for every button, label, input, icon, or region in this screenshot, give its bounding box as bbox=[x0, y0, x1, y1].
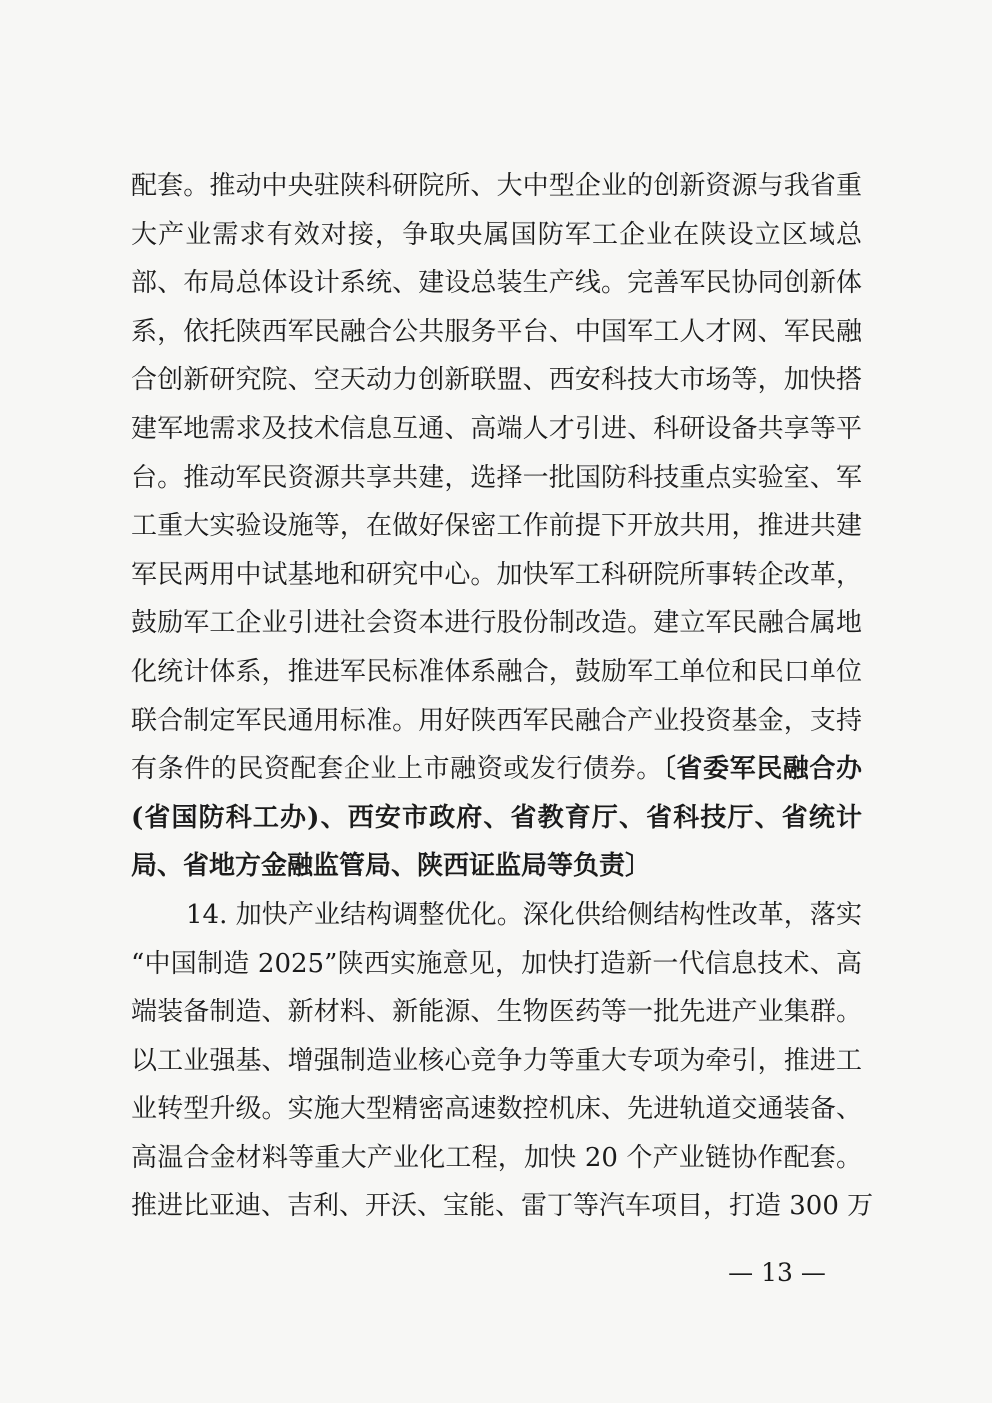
page-number: — 13 — bbox=[728, 1258, 826, 1287]
text-fragment: 有条件的民资配套企业上市融资或发行债券。 bbox=[131, 754, 663, 785]
text-line: 系，依托陕西军民融合公共服务平台、中国军工人才网、军民融 bbox=[131, 316, 862, 347]
body-text bbox=[131, 162, 874, 1231]
text-line: 化统计体系，推进军民标准体系融合，鼓励军工单位和民口单位 bbox=[131, 656, 862, 687]
text-line: 军民两用中试基地和研究中心。加快军工科研院所事转企改革， bbox=[131, 559, 862, 590]
section-heading-line: 14. 加快产业结构调整优化。深化供给侧结构性改革，落实 bbox=[186, 899, 862, 930]
text-line-mixed bbox=[131, 745, 862, 794]
text-line: 业转型升级。实施大型精密高速数控机床、先进轨道交通装备、 bbox=[131, 1094, 862, 1125]
text-line: 鼓励军工企业引进社会资本进行股份制改造。建立军民融合属地 bbox=[131, 608, 862, 639]
text-line: 端装备制造、新材料、新能源、生物医药等一批先进产业集群。 bbox=[131, 997, 862, 1028]
text-line: 配套。推动中央驻陕科研院所、大中型企业的创新资源与我省重 bbox=[131, 171, 862, 201]
text-line: 推进比亚迪、吉利、开沃、宝能、雷丁等汽车项目，打造 300 万 bbox=[131, 1191, 874, 1222]
text-line: “中国制造 2025”陕西实施意见，加快打造新一代信息技术、高 bbox=[131, 948, 862, 979]
responsible-units-line: (省国防科工办)、西安市政府、省教育厅、省科技厅、省统计 bbox=[131, 802, 862, 833]
text-line: 联合制定军民通用标准。用好陕西军民融合产业投资基金，支持 bbox=[131, 705, 862, 736]
text-line: 高温合金材料等重大产业化工程，加快 20 个产业链协作配套。 bbox=[131, 1142, 862, 1173]
text-line: 工重大实验设施等，在做好保密工作前提下开放共用，推进共建 bbox=[131, 511, 862, 542]
text-line: 建军地需求及技术信息互通、高端人才引进、科研设备共享等平 bbox=[131, 413, 862, 444]
text-line: 部、布局总体设计系统、建设总装生产线。完善军民协同创新体 bbox=[131, 268, 862, 299]
text-line: 以工业强基、增强制造业核心竞争力等重大专项为牵引，推进工 bbox=[131, 1045, 862, 1076]
responsible-units-start: 〔省委军民融合办 bbox=[662, 754, 862, 785]
text-line: 合创新研究院、空天动力创新联盟、西安科技大市场等，加快搭 bbox=[131, 365, 862, 396]
text-line: 台。推动军民资源共享共建，选择一批国防科技重点实验室、军 bbox=[131, 462, 862, 493]
text-line: 大产业需求有效对接，争取央属国防军工企业在陕设立区域总 bbox=[131, 219, 862, 250]
responsible-units-line: 局、省地方金融监管局、陕西证监局等负责〕 bbox=[131, 851, 652, 882]
